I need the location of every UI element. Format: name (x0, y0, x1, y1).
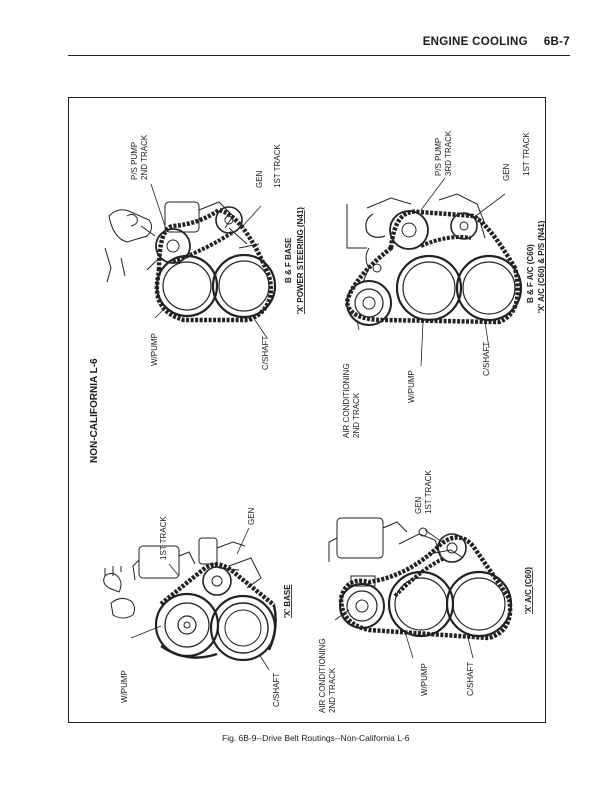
figure-frame (68, 97, 546, 723)
water-pump-pulley-bf-base (157, 256, 217, 316)
panel-x-base (104, 528, 276, 670)
figure-caption: Fig. 6B-9--Drive Belt Routings--Non-California L-6 (222, 733, 410, 743)
panel-x-ac-text (318, 470, 533, 713)
belt-routing-figure (69, 98, 547, 724)
engine-sketch-x-base (104, 538, 245, 618)
label-bf-ac-ps-pump-line1: P/S PUMP (434, 137, 443, 176)
label-x-ac-cshaft: C/SHAFT (466, 661, 475, 696)
label-bf-base-ps-pump-line1: P/S PUMP (130, 141, 139, 180)
section-title: ENGINE COOLING (422, 36, 528, 48)
label-bf-ac-ac-line2: 2ND TRACK (352, 392, 361, 438)
leader-lines-bf-base (151, 184, 267, 338)
water-pump-pulley-bf-ac (397, 256, 461, 320)
label-bf-base-gen-line1: GEN (255, 170, 264, 188)
panel-title-bf-ac-line1: B & F A/C (C60) (526, 244, 535, 303)
figure-heading: NON-CALIFORNIA L-6 (89, 358, 100, 463)
panel-title-x-base: 'X' BASE (283, 584, 292, 618)
panel-title-bf-base-line1: B & F BASE (284, 237, 293, 283)
drive-belt-bf-ac-outer (347, 212, 518, 322)
panel-x-ac (329, 518, 511, 658)
label-bf-ac-cshaft: C/SHAFT (482, 341, 491, 376)
label-bf-ac-ps-pump-line2: 3RD TRACK (444, 130, 453, 176)
label-x-ac-gen-line1: GEN (414, 496, 423, 514)
power-steering-pump-pulley-bf-ac (366, 211, 428, 249)
page-number: 6B-7 (543, 36, 570, 48)
label-x-ac-wpump: W/PUMP (420, 663, 429, 696)
panel-title-bf-ac-line2: 'X' A/C (C60) & P/S (N41) (537, 220, 546, 313)
engine-sketch-bf-base (105, 202, 259, 282)
label-bf-base-gen-line2: 1ST TRACK (273, 144, 282, 188)
water-pump-pulley-x-ac (389, 572, 453, 636)
label-bf-ac-ac-line1: AIR CONDITIONING (342, 363, 351, 438)
panel-bf-ac (347, 178, 521, 366)
leader-lines-bf-ac (357, 178, 505, 366)
page-header (68, 30, 570, 56)
label-x-ac-ac-line2: 2ND TRACK (328, 667, 337, 713)
header-rule (68, 55, 570, 56)
panel-title-bf-base-line2: 'X' POWER STEERING (N41) (296, 207, 305, 314)
label-x-base-first-track: 1ST TRACK (159, 516, 168, 560)
crankshaft-pulley-x-ac (447, 572, 511, 636)
leader-lines-x-base (131, 528, 269, 670)
label-x-base-gen: GEN (247, 507, 256, 525)
label-bf-ac-gen-line2: 1ST TRACK (522, 132, 531, 176)
label-x-base-cshaft: C/SHAFT (272, 672, 281, 707)
label-bf-ac-wpump: W/PUMP (407, 370, 416, 403)
drive-belt-bf-base-outer (157, 210, 271, 320)
label-x-base-wpump: W/PUMP (120, 670, 129, 703)
drive-belt-bf-base-inner (173, 232, 233, 262)
label-bf-base-cshaft: C/SHAFT (261, 335, 270, 370)
water-pump-pulley (156, 594, 218, 656)
label-x-ac-ac-line1: AIR CONDITIONING (318, 638, 327, 713)
label-bf-ac-gen-line1: GEN (502, 163, 511, 181)
label-x-ac-gen-line2: 1ST TRACK (424, 470, 433, 514)
drive-belt-x-ac-outer (341, 537, 510, 638)
panel-bf-base (105, 184, 275, 338)
crankshaft-pulley (211, 596, 275, 660)
label-bf-base-wpump: W/PUMP (150, 333, 159, 366)
label-bf-base-ps-pump-line2: 2ND TRACK (140, 134, 149, 180)
panel-title-x-ac: 'X' A/C (C60) (524, 566, 533, 614)
header-text (423, 36, 570, 48)
